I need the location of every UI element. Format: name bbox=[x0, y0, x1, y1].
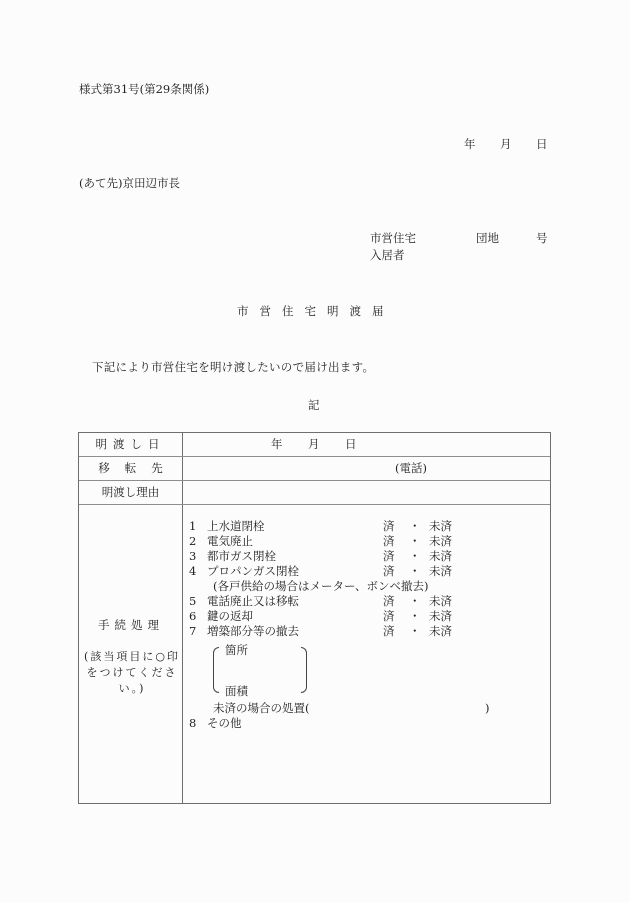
done-option[interactable]: 済 bbox=[383, 564, 395, 578]
table-row-procedures bbox=[79, 505, 550, 803]
procedures-label: 手続処理 bbox=[98, 618, 164, 632]
separator: ・ bbox=[409, 549, 421, 563]
not-done-option[interactable]: 未済 bbox=[429, 624, 452, 638]
applicant-block bbox=[370, 231, 550, 265]
item-number: 5 bbox=[189, 594, 197, 608]
vacate-reason-label: 明渡し理由 bbox=[79, 481, 183, 504]
done-option[interactable]: 済 bbox=[383, 519, 395, 533]
unfinished-action-close: ) bbox=[485, 701, 490, 715]
not-done-option[interactable]: 未済 bbox=[429, 609, 452, 623]
table-row-vacate-date bbox=[79, 433, 550, 457]
area-label: 面積 bbox=[225, 684, 248, 698]
procedures-label-cell bbox=[79, 505, 183, 803]
item-name: 上水道閉栓 bbox=[207, 519, 265, 533]
done-option[interactable]: 済 bbox=[383, 594, 395, 608]
item-name: 電気廃止 bbox=[207, 534, 253, 548]
separator: ・ bbox=[409, 594, 421, 608]
location-label: 箇所 bbox=[225, 643, 248, 657]
addressee: (あて先)京田辺市長 bbox=[79, 176, 180, 190]
not-done-option[interactable]: 未済 bbox=[429, 534, 452, 548]
ki-heading: 記 bbox=[308, 398, 320, 412]
not-done-option[interactable]: 未済 bbox=[429, 519, 452, 533]
item-name: 鍵の返却 bbox=[207, 609, 253, 623]
done-option[interactable]: 済 bbox=[383, 624, 395, 638]
date-year-label: 年 bbox=[464, 137, 476, 151]
done-option[interactable]: 済 bbox=[383, 609, 395, 623]
propane-note: (各戸供給の場合はメーター、ボンベ撤去) bbox=[213, 579, 429, 593]
date-day-label: 日 bbox=[536, 137, 548, 151]
item-name: 増築部分等の撤去 bbox=[207, 624, 299, 638]
extension-details-bracket bbox=[213, 643, 307, 698]
housing-label: 市営住宅 bbox=[370, 231, 416, 245]
procedures-note: (該当項目に○印をつけてください。) bbox=[84, 650, 180, 695]
resident-label: 入居者 bbox=[370, 248, 405, 262]
item-name: 都市ガス閉栓 bbox=[207, 549, 276, 563]
item-number: 1 bbox=[189, 519, 197, 533]
done-option[interactable]: 済 bbox=[383, 549, 395, 563]
unit-number-label: 号 bbox=[536, 231, 548, 245]
item-number: 6 bbox=[189, 609, 197, 623]
item-number: 7 bbox=[189, 624, 197, 638]
item-number: 3 bbox=[189, 549, 197, 563]
item-name: その他 bbox=[207, 716, 242, 730]
date-month-label: 月 bbox=[500, 137, 512, 151]
phone-label: (電話) bbox=[395, 461, 427, 475]
vacate-date-field[interactable] bbox=[183, 433, 550, 456]
item-number: 2 bbox=[189, 534, 197, 548]
left-bracket-icon bbox=[213, 647, 219, 693]
item-name: プロパンガス閉栓 bbox=[207, 564, 299, 578]
document-title: 市営住宅明渡届 bbox=[237, 304, 395, 318]
complex-label: 団地 bbox=[476, 231, 499, 245]
not-done-option[interactable]: 未済 bbox=[429, 564, 452, 578]
separator: ・ bbox=[409, 609, 421, 623]
table-row-vacate-reason bbox=[79, 481, 550, 505]
unfinished-action-label: 未済の場合の処置( bbox=[213, 701, 310, 715]
separator: ・ bbox=[409, 534, 421, 548]
vacate-year-label: 年 bbox=[271, 437, 283, 451]
right-bracket-icon bbox=[301, 647, 307, 693]
vacate-day-label: 日 bbox=[345, 437, 357, 451]
not-done-option[interactable]: 未済 bbox=[429, 549, 452, 563]
item-number: 4 bbox=[189, 564, 197, 578]
vacate-reason-field[interactable] bbox=[183, 481, 550, 504]
separator: ・ bbox=[409, 519, 421, 533]
not-done-option[interactable]: 未済 bbox=[429, 594, 452, 608]
separator: ・ bbox=[409, 564, 421, 578]
new-address-field[interactable] bbox=[183, 457, 550, 480]
intro-text: 下記により市営住宅を明け渡したいので届け出ます。 bbox=[92, 360, 375, 374]
procedure-item-other bbox=[189, 716, 242, 731]
procedures-field bbox=[183, 505, 550, 803]
done-option[interactable]: 済 bbox=[383, 534, 395, 548]
separator: ・ bbox=[409, 624, 421, 638]
item-name: 電話廃止又は移転 bbox=[207, 594, 299, 608]
vacate-date-label: 明渡し日 bbox=[79, 433, 183, 456]
new-address-label: 移転先 bbox=[79, 457, 183, 480]
vacate-month-label: 月 bbox=[308, 437, 320, 451]
item-number: 8 bbox=[189, 716, 197, 730]
vacate-form-table bbox=[78, 432, 551, 804]
form-number: 様式第31号(第29条関係) bbox=[79, 82, 210, 96]
table-row-new-address bbox=[79, 457, 550, 481]
